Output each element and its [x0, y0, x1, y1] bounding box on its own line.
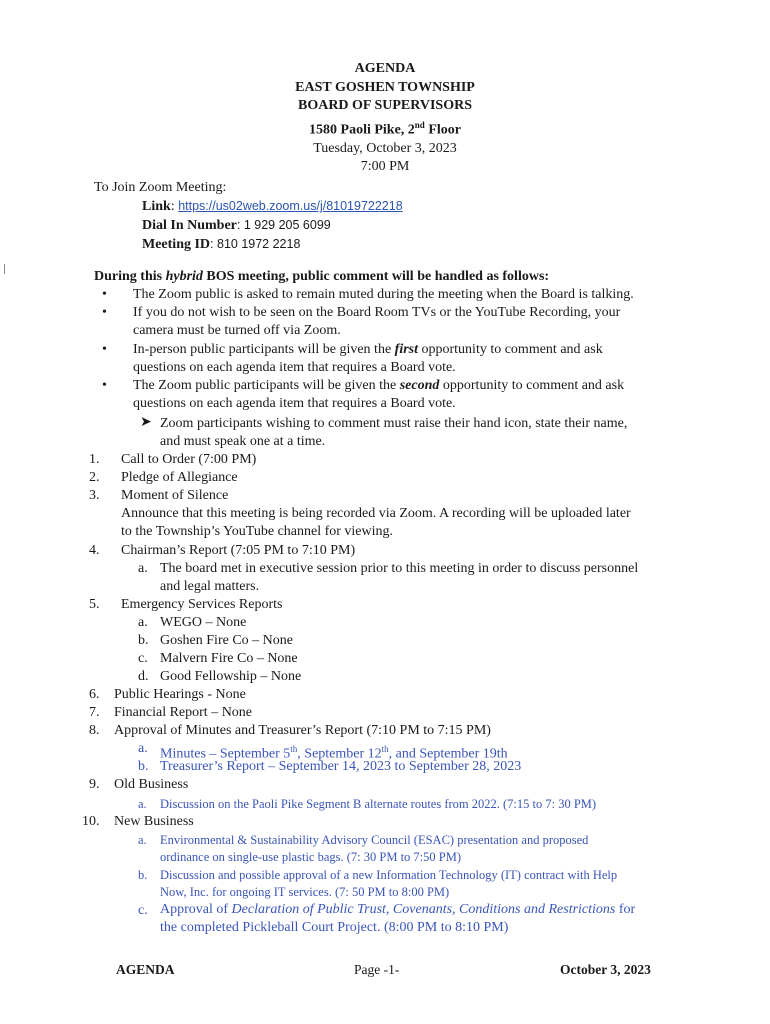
item-10c-a: Approval of [160, 902, 232, 917]
item-5b: Goshen Fire Co – None [160, 633, 293, 648]
item-10b-line-1: Discussion and possible approval of a new Information Technology (IT) contract with Help [160, 868, 618, 882]
item-2: Pledge of Allegiance [121, 470, 238, 485]
item-5a: WEGO – None [160, 615, 247, 630]
bullet-4-b: opportunity to comment and ask [439, 378, 625, 393]
bullet-dot: • [102, 342, 107, 357]
item-7: Financial Report – None [114, 705, 253, 720]
item-1: Call to Order (7:00 PM) [121, 452, 257, 467]
sub-item-letter: c. [138, 903, 148, 918]
item-number: 3. [89, 488, 100, 503]
item-4a-line-1: The board met in executive session prior to this meeting in order to discuss personnel [160, 561, 639, 576]
sub-bullet-line-1: Zoom participants wishing to comment must raise their hand icon, state their name, [160, 416, 628, 431]
item-number: 7. [89, 705, 100, 720]
bullet-dot: • [102, 287, 107, 302]
meeting-id-label: Meeting ID [142, 237, 211, 252]
item-3-note-line-2: to the Township’s YouTube channel for viewing. [121, 524, 394, 539]
item-4: Chairman’s Report (7:05 PM to 7:10 PM) [121, 543, 356, 558]
bullet-4-line-2: questions on each agenda item that requires a Board vote. [133, 396, 456, 411]
item-10a-line-2: ordinance on single-use plastic bags. (7: 30 PM to 7:50 PM) [160, 850, 462, 864]
address-text: 1580 Paoli Pike, 2 [309, 122, 415, 138]
sub-item-letter: a. [138, 741, 148, 756]
header-date: Tuesday, October 3, 2023 [313, 140, 457, 156]
sub-item-letter: a. [138, 561, 148, 576]
item-10c-b: for [615, 902, 636, 917]
item-4a-line-2: and legal matters. [160, 579, 260, 594]
header-township: EAST GOSHEN TOWNSHIP [295, 79, 475, 95]
sub-item-letter: c. [138, 651, 148, 666]
arrow-bullet-icon: ➤ [140, 415, 152, 430]
item-10b-line-2: Now, Inc. for ongoing IT services. (7: 50 PM to 8:00 PM) [160, 885, 450, 899]
zoom-intro: To Join Zoom Meeting: [94, 180, 227, 195]
bullet-2-line-2: camera must be turned off via Zoom. [133, 323, 341, 338]
meeting-id-value: : 810 1972 2218 [210, 237, 301, 251]
item-number: 6. [89, 687, 100, 702]
sub-item-letter: b. [138, 868, 148, 882]
sub-item-letter: d. [138, 669, 149, 684]
bullet-4-a: The Zoom public participants will be given the [133, 378, 400, 393]
bullet-1: The Zoom public is asked to remain muted during the meeting when the Board is talking. [133, 287, 634, 302]
bullet-3-first: first [394, 342, 418, 357]
sub-item-letter: b. [138, 759, 149, 774]
address-sup: nd [414, 119, 425, 130]
footer-date: October 3, 2023 [560, 962, 651, 977]
item-8a-sup1: th [290, 744, 298, 754]
item-number: 1. [89, 452, 100, 467]
sub-item-letter: a. [138, 833, 147, 847]
sub-item-letter: a. [138, 615, 148, 630]
bullet-3-b: opportunity to comment and ask [418, 342, 603, 357]
link-label: Link [142, 199, 171, 214]
sub-bullet-line-2: and must speak one at a time. [160, 434, 326, 449]
bullet-3-a: In-person public participants will be given the [133, 342, 395, 357]
bullet-4-line-1 [133, 377, 624, 395]
bullet-dot: • [102, 305, 107, 320]
item-number: 5. [89, 597, 100, 612]
item-8: Approval of Minutes and Treasurer’s Report (7:10 PM to 7:15 PM) [114, 723, 491, 738]
link-colon: : [170, 199, 179, 214]
item-10c-line-2: the completed Pickleball Court Project. (8:00 PM to 8:10 PM) [160, 920, 509, 935]
sub-item-letter: a. [138, 797, 147, 811]
address-floor: Floor [424, 122, 461, 138]
item-5c: Malvern Fire Co – None [160, 651, 298, 666]
sub-item-letter: b. [138, 633, 149, 648]
item-number: 9. [89, 777, 100, 792]
item-10c-line-1 [160, 901, 635, 919]
item-9: Old Business [114, 777, 189, 792]
bullet-dot: • [102, 378, 107, 393]
bullet-3-line-1 [133, 341, 603, 359]
item-10a-line-1: Environmental & Sustainability Advisory Council (ESAC) presentation and proposed [160, 833, 589, 847]
dial-value: : 1 929 205 6099 [236, 218, 331, 232]
public-comment-heading [94, 268, 549, 286]
header-board: BOARD OF SUPERVISORS [297, 98, 472, 113]
heading-hybrid: hybrid [165, 269, 203, 284]
item-10: New Business [114, 814, 194, 829]
item-9a: Discussion on the Paoli Pike Segment B alternate routes from 2022. (7:15 to 7: 30 PM) [160, 797, 597, 811]
item-5: Emergency Services Reports [121, 597, 283, 612]
item-number: 8. [89, 723, 100, 738]
dial-label: Dial In Number [142, 218, 237, 233]
item-number: 2. [89, 470, 100, 485]
header-time: 7:00 PM [360, 159, 410, 175]
item-3-note-line-1: Announce that this meeting is being recorded via Zoom. A recording will be uploaded later [121, 506, 631, 521]
item-8b: Treasurer’s Report – September 14, 2023 to September 28, 2023 [160, 759, 522, 774]
item-8a-sup2: th [381, 744, 389, 754]
heading-part-b: BOS meeting, public comment will be handled as follows: [202, 269, 550, 284]
item-5d: Good Fellowship – None [160, 669, 302, 684]
zoom-link[interactable]: https://us02web.zoom.us/j/81019722218 [178, 199, 403, 213]
item-8a-p3: , and September 19th [388, 746, 508, 762]
item-number: 10. [82, 814, 100, 829]
item-6: Public Hearings - None [114, 687, 246, 702]
heading-part-a: During this [94, 269, 166, 284]
footer-left: AGENDA [116, 962, 175, 977]
bullet-2-line-1: If you do not wish to be seen on the Board Room TVs or the YouTube Recording, your [133, 305, 621, 320]
item-3: Moment of Silence [121, 488, 229, 503]
item-number: 4. [89, 543, 100, 558]
bullet-4-second: second [399, 378, 440, 393]
item-8a-p1: Minutes – September 5 [160, 746, 291, 762]
header-title: AGENDA [354, 61, 416, 76]
item-10c-em: Declaration of Public Trust, Covenants, Conditions and Restrictions [231, 902, 616, 917]
item-8a-p2: , September 12 [297, 746, 382, 762]
footer-page-number: Page -1- [354, 962, 400, 977]
bullet-3-line-2: questions on each agenda item that requires a Board vote. [133, 360, 456, 375]
